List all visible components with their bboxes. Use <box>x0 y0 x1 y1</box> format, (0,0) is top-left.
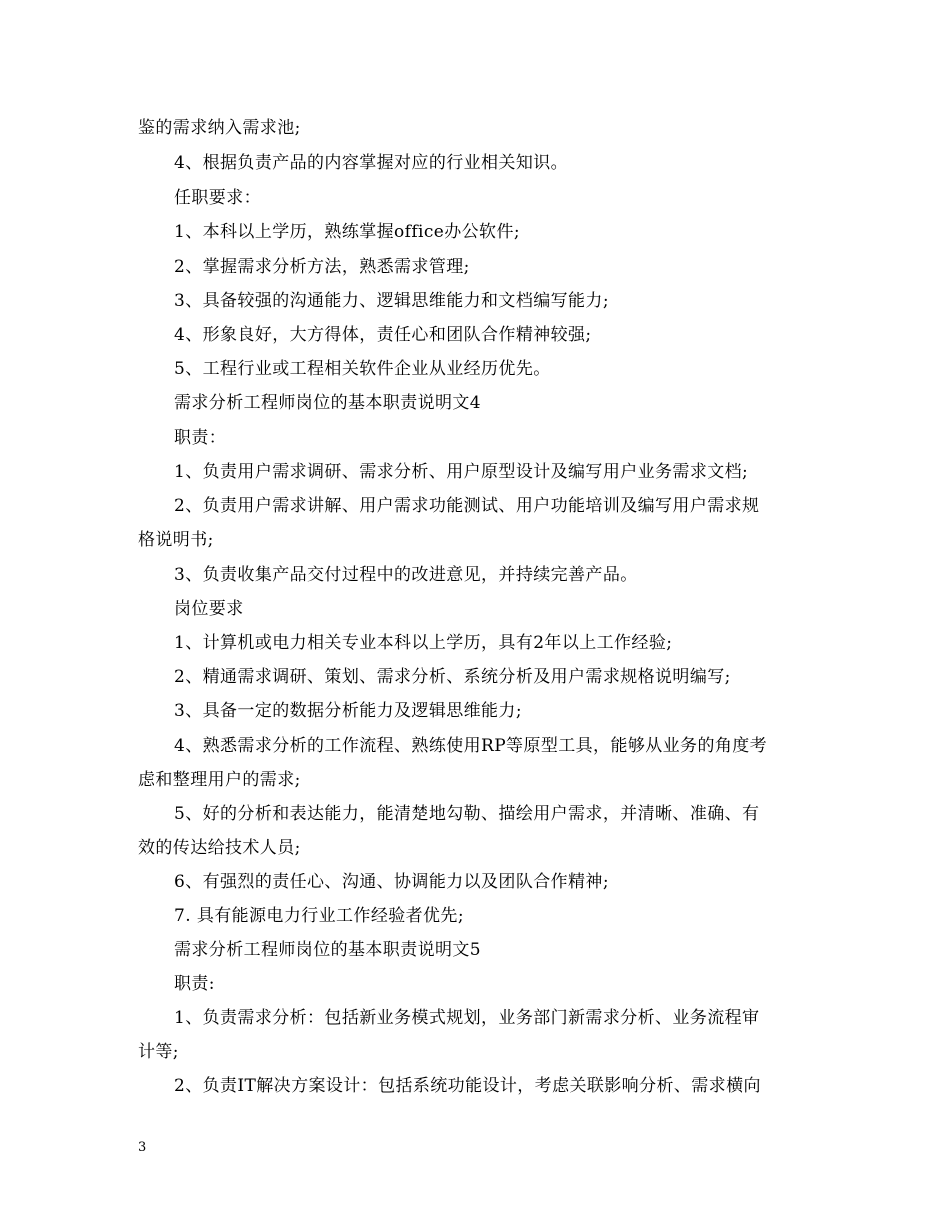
text-line: 虑和整理用户的需求; <box>138 770 301 790</box>
text-line: 2、负责用户需求讲解、用户需求功能测试、用户功能培训及编写用户需求规 <box>174 496 760 516</box>
text-line: 1、计算机或电力相关专业本科以上学历，具有2年以上工作经验; <box>174 633 673 653</box>
section-heading: 职责: <box>174 974 215 994</box>
page-number: 3 <box>138 1140 147 1155</box>
text-line: 4、熟悉需求分析的工作流程、熟练使用RP等原型工具，能够从业务的角度考 <box>174 736 768 756</box>
text-line: 6、有强烈的责任心、沟通、协调能力以及团队合作精神; <box>174 872 609 892</box>
text-line: 7. 具有能源电力行业工作经验者优先; <box>174 906 464 926</box>
text-line: 2、掌握需求分析方法，熟悉需求管理; <box>174 257 470 277</box>
text-line: 5、好的分析和表达能力，能清楚地勾勒、描绘用户需求，并清晰、准确、有 <box>174 804 760 824</box>
text-line: 5、工程行业或工程相关软件企业从业经历优先。 <box>174 359 551 379</box>
text-line: 计等; <box>138 1042 179 1062</box>
text-line: 3、具备一定的数据分析能力及逻辑思维能力; <box>174 701 522 721</box>
text-line: 鉴的需求纳入需求池; <box>138 118 301 138</box>
section-title: 需求分析工程师岗位的基本职责说明文4 <box>174 393 482 413</box>
section-heading: 岗位要求 <box>174 599 244 619</box>
text-line: 2、负责IT解决方案设计：包括系统功能设计，考虑关联影响分析、需求横向 <box>174 1076 761 1096</box>
text-line: 1、负责用户需求调研、需求分析、用户原型设计及编写用户业务需求文档; <box>174 462 749 482</box>
text-line: 效的传达给技术人员; <box>138 838 301 858</box>
text-line: 4、形象良好，大方得体，责任心和团队合作精神较强; <box>174 325 592 345</box>
section-heading: 任职要求： <box>174 188 261 208</box>
section-title: 需求分析工程师岗位的基本职责说明文5 <box>174 940 482 960</box>
text-line: 1、本科以上学历，熟练掌握office办公软件; <box>174 222 520 242</box>
text-line: 3、具备较强的沟通能力、逻辑思维能力和文档编写能力; <box>174 291 609 311</box>
text-line: 2、精通需求调研、策划、需求分析、系统分析及用户需求规格说明编写; <box>174 667 731 687</box>
text-line: 3、负责收集产品交付过程中的改进意见，并持续完善产品。 <box>174 565 638 585</box>
section-heading: 职责： <box>174 428 227 448</box>
text-line: 1、负责需求分析：包括新业务模式规划，业务部门新需求分析、业务流程审 <box>174 1008 760 1028</box>
text-line: 4、根据负责产品的内容掌握对应的行业相关知识。 <box>174 153 569 173</box>
text-line: 格说明书; <box>138 530 214 550</box>
